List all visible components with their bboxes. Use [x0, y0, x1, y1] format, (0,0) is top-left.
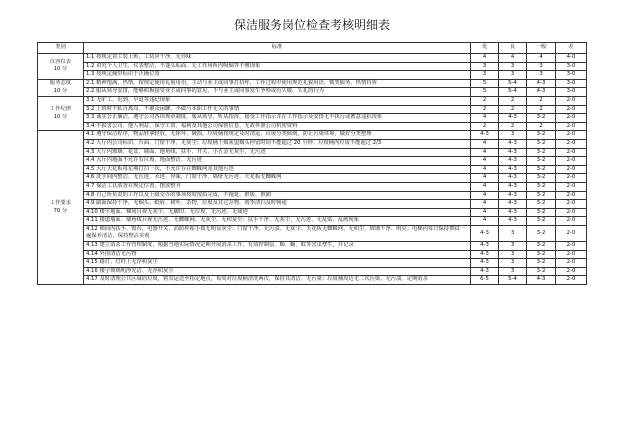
table-row: [38, 114, 587, 123]
good-cell: 3: [499, 267, 527, 276]
excellent-cell: 2: [471, 122, 499, 131]
standard-cell: 4.10 楼宇地面、梯间目视无灰尘、无脚印、无垃圾、无污迹、无痰迹: [84, 208, 471, 217]
excellent-cell: 4-3: [471, 267, 499, 276]
average-cell: 4-3: [527, 276, 556, 285]
header-standard: 标准: [84, 43, 471, 54]
poor-cell: 3-0: [556, 71, 587, 80]
average-cell: 2: [527, 122, 556, 131]
good-cell: 4-3: [499, 157, 527, 166]
poor-cell: 4-0: [556, 54, 587, 63]
average-cell: 3-2: [527, 200, 556, 209]
poor-cell: 2-0: [556, 225, 587, 241]
table-row: [38, 250, 587, 259]
average-cell: 3: [527, 62, 556, 71]
poor-cell: 2-0: [556, 174, 587, 183]
table-row: [38, 242, 587, 251]
poor-cell: 2-0: [556, 259, 587, 268]
poor-cell: 2-0: [556, 139, 587, 148]
standard-cell: 3.3 诚实公正廉洁，遵守公司各项规章制度，服从领导，听从指挥，接受工作指示并在工作指示及安排无不执行或蓄意违抗现象: [84, 114, 471, 123]
good-cell: 4-3: [499, 200, 527, 209]
excellent-cell: 6-5: [471, 276, 499, 285]
good-cell: 4-3: [499, 148, 527, 157]
table-row: [38, 165, 587, 174]
poor-cell: 2-0: [556, 122, 587, 131]
excellent-cell: 5: [471, 79, 499, 88]
excellent-cell: 4: [471, 114, 499, 123]
average-cell: 4-3: [527, 79, 556, 88]
poor-cell: 2-0: [556, 105, 587, 114]
table-row: [38, 71, 587, 80]
category-score: 10 分: [53, 113, 68, 120]
excellent-cell: 2: [471, 105, 499, 114]
good-cell: 5-4: [499, 276, 527, 285]
average-cell: 3-2: [527, 259, 556, 268]
poor-cell: 2-0: [556, 191, 587, 200]
excellent-cell: 4: [471, 174, 499, 183]
excellent-cell: 4-3: [471, 225, 499, 241]
poor-cell: 2-0: [556, 157, 587, 166]
excellent-cell: 4: [471, 148, 499, 157]
table-row: [38, 217, 587, 226]
standard-cell: 4.14 外围清洁无污物: [84, 250, 471, 259]
header-excellent: 优: [471, 43, 499, 54]
poor-cell: 2-0: [556, 276, 587, 285]
document-title: 保洁服务岗位检查考核明细表: [233, 18, 390, 32]
good-cell: 3: [499, 71, 527, 80]
excellent-cell: 4-3: [471, 242, 499, 251]
excellent-cell: 4-3: [471, 131, 499, 140]
poor-cell: 3-0: [556, 79, 587, 88]
table-body: [38, 54, 587, 285]
header-category: 类别: [38, 43, 84, 54]
excellent-cell: 4-3: [471, 250, 499, 259]
table-row: [38, 122, 587, 131]
standard-cell: 1.3 按规定佩带标识于正确位置: [84, 71, 471, 80]
average-cell: 3-2: [527, 242, 556, 251]
standard-cell: 3.1 无旷工、迟到、早退等违纪现象: [84, 96, 471, 105]
good-cell: 3: [499, 259, 527, 268]
good-cell: 5-4: [499, 79, 527, 88]
good-cell: 4-3: [499, 208, 527, 217]
assessment-table: [37, 42, 587, 285]
table-row: [38, 139, 587, 148]
category-cell: [38, 54, 84, 80]
poor-cell: 2-0: [556, 200, 587, 209]
excellent-cell: 2: [471, 96, 499, 105]
poor-cell: 3-0: [556, 62, 587, 71]
table-row: [38, 191, 587, 200]
category-cell: [38, 131, 84, 285]
standard-cell: 4.5 大厅天花板每星期打扫一次，不允许存在蜘蛛网及其他污迹: [84, 165, 471, 174]
table-row: [38, 148, 587, 157]
standard-cell: 4.16 楼宇玻璃明净光洁、无浮积灰尘: [84, 267, 471, 276]
table-row: [38, 276, 587, 285]
standard-cell: 4.15 路灯、灯杆上无浮积灰尘: [84, 259, 471, 268]
poor-cell: 2-0: [556, 267, 587, 276]
standard-cell: 4.4 大厅内地面不允许有垃圾，地面整洁、无污迹: [84, 157, 471, 166]
excellent-cell: 4-3: [471, 259, 499, 268]
good-cell: 3: [499, 131, 527, 140]
category-name: 服务态度: [49, 80, 72, 87]
table-row: [38, 200, 587, 209]
good-cell: 4-3: [499, 174, 527, 183]
good-cell: 2: [499, 122, 527, 131]
category-score: 10 分: [53, 87, 68, 94]
header-average: 一般: [527, 43, 556, 54]
good-cell: 2: [499, 105, 527, 114]
table-row: [38, 225, 587, 241]
standard-cell: 4.17 及时清理公共区域的垃圾，将其运送至指定地点，每周对垃圾桶清洗两次，保持其清洁、无污染；垃圾桶周边无二次污染、无污渍、定期消杀: [84, 276, 471, 285]
average-cell: 3-2: [527, 174, 556, 183]
table-row: [38, 79, 587, 88]
average-cell: 3-2: [527, 139, 556, 148]
good-cell: 4: [499, 54, 527, 63]
poor-cell: 2-0: [556, 217, 587, 226]
standard-cell: 4.11 楼道墙面、墙角线目视无污迹、无蜘蛛网、无灰尘、无积灰尘；扶手干净、无灰尘、无污迹、无乱贴、乱画现象: [84, 217, 471, 226]
average-cell: 3-2: [527, 114, 556, 123]
good-cell: 4-3: [499, 182, 527, 191]
table-row: [38, 54, 587, 63]
category-name: 工作要求: [49, 200, 72, 207]
poor-cell: 2-0: [556, 250, 587, 259]
standard-cell: 1.1 按规定着工装上班，工装应干净、无异味: [84, 54, 471, 63]
excellent-cell: 4: [471, 217, 499, 226]
good-cell: 3: [499, 250, 527, 259]
excellent-cell: 4: [471, 157, 499, 166]
poor-cell: 2-0: [556, 242, 587, 251]
category-name: 仪容仪表: [49, 58, 72, 65]
standard-cell: 2.2 服从领导安排，能够积极接受业主或同事的意见，不与业主或同事发生争吵或有失敬、失礼的行为: [84, 88, 471, 97]
excellent-cell: 4: [471, 182, 499, 191]
good-cell: 2: [499, 96, 527, 105]
excellent-cell: 4: [471, 191, 499, 200]
average-cell: 3: [527, 71, 556, 80]
average-cell: 3-2: [527, 131, 556, 140]
average-cell: 3-2: [527, 165, 556, 174]
standard-cell: 2.1 精神饱满、热情，按规定使用礼貌用语，主动与业主或同事打招呼，工作过程中使用规范礼貌用语，微笑服务，热情待客: [84, 79, 471, 88]
poor-cell: 2-0: [556, 131, 587, 140]
good-cell: 4-3: [499, 114, 527, 123]
excellent-cell: 4: [471, 200, 499, 209]
table-row: [38, 174, 587, 183]
average-cell: 3-2: [527, 250, 556, 259]
excellent-cell: 5: [471, 88, 499, 97]
standard-cell: 4.3 大厅内玻璃、花盆、墙面、地角线、扶手、开关、小五金无灰尘、无污迹: [84, 148, 471, 157]
average-cell: 3-2: [527, 267, 556, 276]
header-good: 良: [499, 43, 527, 54]
good-cell: 4-3: [499, 139, 527, 148]
good-cell: 4-3: [499, 165, 527, 174]
standard-cell: 4.1 遵守保洁程序，物品轻拿轻放，无摔坏、破损，垃圾桶按规定及时清运，垃圾分类倾倒，防止污染环境，做好分类整理: [84, 131, 471, 140]
header-poor: 差: [556, 43, 587, 54]
excellent-cell: 4: [471, 139, 499, 148]
average-cell: 3-2: [527, 208, 556, 217]
good-cell: 5-4: [499, 88, 527, 97]
standard-cell: 1.2 讲究个人卫生，仪表整洁，不蓬头垢面，无工作场所内吸烟等不雅现象: [84, 62, 471, 71]
average-cell: 4-3: [527, 88, 556, 97]
standard-cell: 4.2 大厅内公司标识、台面、门窗干净、无灰尘；垃圾桶上烟灰盅烟头停留时间不能超过 20 分钟；垃圾桶内垃圾不能超过 2/3: [84, 139, 471, 148]
standard-cell: 3.2 上班时不私自离岗、不聚众闲聊、不做与本职工作无关的事情: [84, 105, 471, 114]
standard-cell: 4.6 洗手间内整洁、无污迹、水迹、异味，门窗干净、墙壁无污迹、天花板无蜘蛛网: [84, 174, 471, 183]
category-cell: [38, 96, 84, 130]
table-row: [38, 267, 587, 276]
excellent-cell: 3: [471, 62, 499, 71]
standard-cell: 4.8 自己所负责的工作以及上级交办的事项按时按质完成，不拖延、推脱、推卸: [84, 191, 471, 200]
average-cell: 3-2: [527, 157, 556, 166]
standard-cell: 3.4 不损害公司、他人利益，保守工资、福利及其他公司保密信息，无故外泄公司机密资料: [84, 122, 471, 131]
poor-cell: 2-0: [556, 165, 587, 174]
table-row: [38, 157, 587, 166]
category-score: 70 分: [53, 207, 68, 214]
poor-cell: 2-0: [556, 148, 587, 157]
average-cell: 3-2: [527, 225, 556, 241]
category-score: 10 分: [53, 66, 68, 73]
excellent-cell: 4: [471, 54, 499, 63]
poor-cell: 3-0: [556, 88, 587, 97]
good-cell: 3: [499, 242, 527, 251]
good-cell: 4-3: [499, 191, 527, 200]
standard-cell: 4.12 梯间内扶手、窗台、电器开关、消防栓箱手摸无明显灰尘；门窗干净，无污渍、无灰尘、天花板无蜘蛛网、无积尘，玻璃干净、明亮；电梯内每日保持擦拭一遍保养清洁，保持整洁美观: [84, 225, 471, 241]
good-cell: 3: [499, 225, 527, 241]
table-header-row: [38, 43, 587, 54]
table-row: [38, 62, 587, 71]
table-row: [38, 131, 587, 140]
good-cell: 4-3: [499, 217, 527, 226]
excellent-cell: 4: [471, 208, 499, 217]
table-row: [38, 96, 587, 105]
table-row: [38, 259, 587, 268]
average-cell: 3-2: [527, 148, 556, 157]
average-cell: 4: [527, 54, 556, 63]
average-cell: 3-2: [527, 182, 556, 191]
table-row: [38, 182, 587, 191]
standard-cell: 4.7 保洁工具放置在规定位置，摆放整齐: [84, 182, 471, 191]
good-cell: 3: [499, 62, 527, 71]
table-row: [38, 208, 587, 217]
average-cell: 2: [527, 96, 556, 105]
poor-cell: 2-0: [556, 182, 587, 191]
category-name: 工作纪律: [49, 106, 72, 113]
poor-cell: 2-0: [556, 114, 587, 123]
standard-cell: 4.13 建立消杀工作管理制度，根据当地实际情况定期开展消杀工作，有效控制鼠、蟑、蝇、蚊等害虫孳生，并记录: [84, 242, 471, 251]
table-row: [38, 88, 587, 97]
excellent-cell: 3: [471, 71, 499, 80]
average-cell: 3-2: [527, 217, 556, 226]
category-cell: [38, 79, 84, 96]
excellent-cell: 4: [471, 165, 499, 174]
poor-cell: 2-0: [556, 208, 587, 217]
average-cell: 3-2: [527, 191, 556, 200]
table-row: [38, 105, 587, 114]
standard-cell: 4.9 路面保持干净，无烟头、纸屑、树叶、杂物，垃圾及其它杂物，雨季清扫及时畅通: [84, 200, 471, 209]
average-cell: 2: [527, 105, 556, 114]
poor-cell: 2-0: [556, 96, 587, 105]
